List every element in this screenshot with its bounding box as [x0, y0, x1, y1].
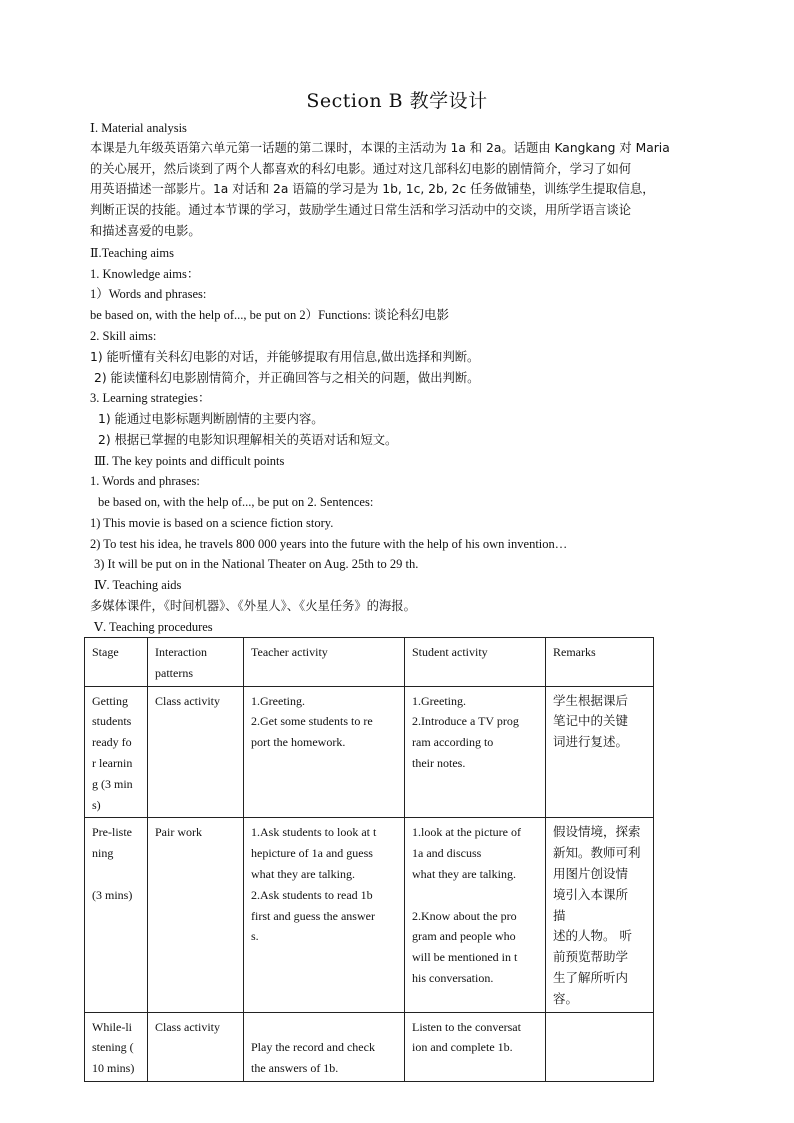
words-phrases-line: be based on, with the help of..., be put on 2）Functions: 谈论科幻电影	[90, 308, 449, 322]
table-row	[85, 1012, 654, 1081]
cell-remarks: 学生根据课后 笔记中的关键 词进行复述。	[546, 686, 654, 818]
cell-remarks: 假设情境，探索 新知。教师可利 用图片创设情 境引入本课所 描 述的人物。 听 前预览帮助学 生了解所听内 容。	[546, 818, 654, 1012]
header-interaction-patterns: Interaction patterns	[148, 638, 244, 687]
skill-aims-heading: 2. Skill aims:	[90, 329, 157, 343]
strategy-2: 2) 根据已掌握的电影知识理解相关的英语对话和短文。	[98, 433, 398, 447]
cell-interaction: Pair work	[148, 818, 244, 1012]
cell-stage: Pre-liste ning (3 mins)	[85, 818, 148, 1012]
section-heading-material-analysis: Ⅰ. Material analysis	[90, 121, 187, 135]
skill-aim-2: 2) 能读懂科幻电影剧情简介，并正确回答与之相关的问题，做出判断。	[94, 371, 480, 385]
section-heading-key-points: Ⅲ. The key points and difficult points	[94, 454, 285, 468]
table-header-row	[85, 638, 654, 687]
section-heading-teaching-aims: Ⅱ.Teaching aims	[90, 246, 174, 260]
cell-stage: Getting students ready fo r learnin g (3 min s)	[85, 686, 148, 818]
cell-student-activity: 1.look at the picture of 1a and discuss what they are talking. 2.Know about the pro gram and people who will be mentioned in t his conversation.	[405, 818, 546, 1012]
cell-remarks	[546, 1012, 654, 1081]
header-remarks: Remarks	[546, 638, 654, 687]
learning-strategies-heading: 3. Learning strategies：	[90, 391, 211, 405]
header-teacher-activity: Teacher activity	[244, 638, 405, 687]
key-words-line: be based on, with the help of..., be put on 2. Sentences:	[98, 495, 374, 509]
knowledge-aims-heading: 1. Knowledge aims：	[90, 267, 200, 281]
cell-student-activity: 1.Greeting. 2.Introduce a TV prog ram according to their notes.	[405, 686, 546, 818]
header-stage: Stage	[85, 638, 148, 687]
cell-interaction: Class activity	[148, 686, 244, 818]
cell-stage: While-li stening ( 10 mins)	[85, 1012, 148, 1081]
words-phrases-heading: 1）Words and phrases:	[90, 287, 207, 301]
material-analysis-paragraph: 本课是九年级英语第六单元第一话题的第二课时，本课的主活动为 1a 和 2a。话题由 Kangkang 对 Maria 的关心展开，然后谈到了两个人都喜欢的科幻电影。通过对这几部科幻电影的剧情简介，学习了如何 用英语描述一部影片。1a 对话和 2a 语篇的学习是为 1b, 1c, 2b, 2c 任务做铺垫，训练学生提取信息， 判断正误的技能。通过本节课的学习，鼓励学生通过日常生活和学习活动中的交谈，用所学语言谈论 和描述喜爱的电影。	[90, 141, 670, 238]
cell-teacher-activity: 1.Ask students to look at t hepicture of 1a and guess what they are talking. 2.Ask students to read 1b first and guess the answer s.	[244, 818, 405, 1012]
table-row	[85, 686, 654, 818]
teaching-procedures-table	[84, 637, 654, 1082]
header-student-activity: Student activity	[405, 638, 546, 687]
table-row	[85, 818, 654, 1012]
page-title: Section B 教学设计	[306, 90, 488, 112]
skill-aim-1: 1) 能听懂有关科幻电影的对话，并能够提取有用信息,做出选择和判断。	[90, 350, 480, 364]
sentence-2: 2) To test his idea, he travels 800 000 years into the future with the help of his own invention…	[90, 537, 568, 551]
cell-teacher-activity: 1.Greeting. 2.Get some students to re port the homework.	[244, 686, 405, 818]
teaching-aids-content: 多媒体课件，《时间机器》、《外星人》、《火星任务》的海报。	[90, 599, 416, 613]
section-heading-teaching-aids: Ⅳ. Teaching aids	[94, 578, 182, 592]
sentence-3: 3) It will be put on in the National Theater on Aug. 25th to 29 th.	[94, 557, 419, 571]
cell-interaction: Class activity	[148, 1012, 244, 1081]
cell-teacher-activity: Play the record and check the answers of 1b.	[244, 1012, 405, 1081]
strategy-1: 1) 能通过电影标题判断剧情的主要内容。	[98, 412, 324, 426]
key-words-heading: 1. Words and phrases:	[90, 474, 200, 488]
section-heading-teaching-procedures: Ⅴ. Teaching procedures	[94, 620, 213, 634]
sentence-1: 1) This movie is based on a science fiction story.	[90, 516, 334, 530]
cell-student-activity: Listen to the conversat ion and complete 1b.	[405, 1012, 546, 1081]
